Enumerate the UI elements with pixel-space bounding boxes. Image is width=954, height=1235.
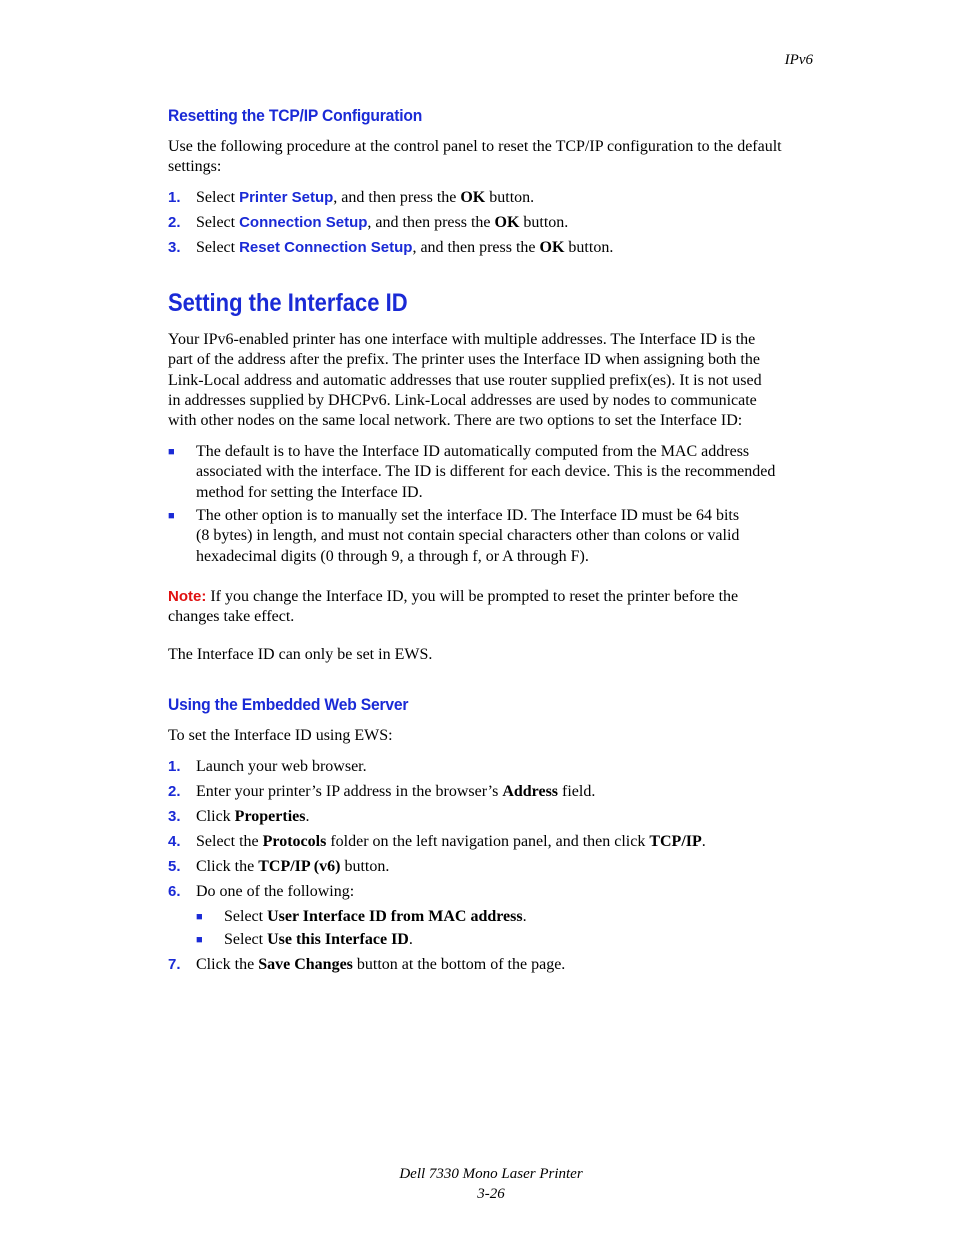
step-number: 1. xyxy=(168,189,181,206)
step-number: 1. xyxy=(168,758,181,775)
interface-intro: Your IPv6-enabled printer has one interface with multiple addresses. The Interface ID is the part of the address after the prefix. The printer uses the Interface ID when assigning both the Link-Local address and automatic addresses that use router supplied prefix(es). It is not used in addresses supplied by DHCPv6. Link-Local addresses are used by nodes to communicate with other nodes on the same local network. There are two options to set the Interface ID: xyxy=(168,331,762,430)
note: Note: If you change the Interface ID, you will be prompted to reset the printer before the changes take effect. xyxy=(168,588,739,626)
step-number: 7. xyxy=(168,956,181,973)
ews-heading: Using the Embedded Web Server xyxy=(168,695,409,714)
step-number: 3. xyxy=(168,808,181,825)
ews-intro: To set the Interface ID using EWS: xyxy=(168,727,393,744)
running-head: IPv6 xyxy=(784,52,813,68)
bullet-square-icon: ■ xyxy=(168,510,175,522)
bullet-square-icon: ■ xyxy=(168,446,175,458)
note-label: Note: xyxy=(168,588,207,605)
ui-label-reset-connection-setup: Reset Connection Setup xyxy=(239,239,413,256)
reset-heading: Resetting the TCP/IP Configuration xyxy=(168,106,423,125)
step-number: 2. xyxy=(168,783,181,800)
step-number: 5. xyxy=(168,858,181,875)
ui-label-printer-setup: Printer Setup xyxy=(239,189,334,206)
bullet-square-icon: ■ xyxy=(196,934,203,946)
bullet-square-icon: ■ xyxy=(196,911,203,923)
reset-intro: Use the following procedure at the control panel to reset the TCP/IP configuration to the default settings: xyxy=(168,138,782,176)
interface-heading: Setting the Interface ID xyxy=(168,289,408,317)
footer-product: Dell 7330 Mono Laser Printer xyxy=(399,1166,583,1182)
step-number: 4. xyxy=(168,833,181,850)
step-number: 3. xyxy=(168,239,181,256)
step-number: 6. xyxy=(168,883,181,900)
step-number: 2. xyxy=(168,214,181,231)
ui-label-connection-setup: Connection Setup xyxy=(239,214,368,231)
footer-page-number: 3-26 xyxy=(477,1186,505,1202)
ews-only-text: The Interface ID can only be set in EWS. xyxy=(168,646,433,663)
